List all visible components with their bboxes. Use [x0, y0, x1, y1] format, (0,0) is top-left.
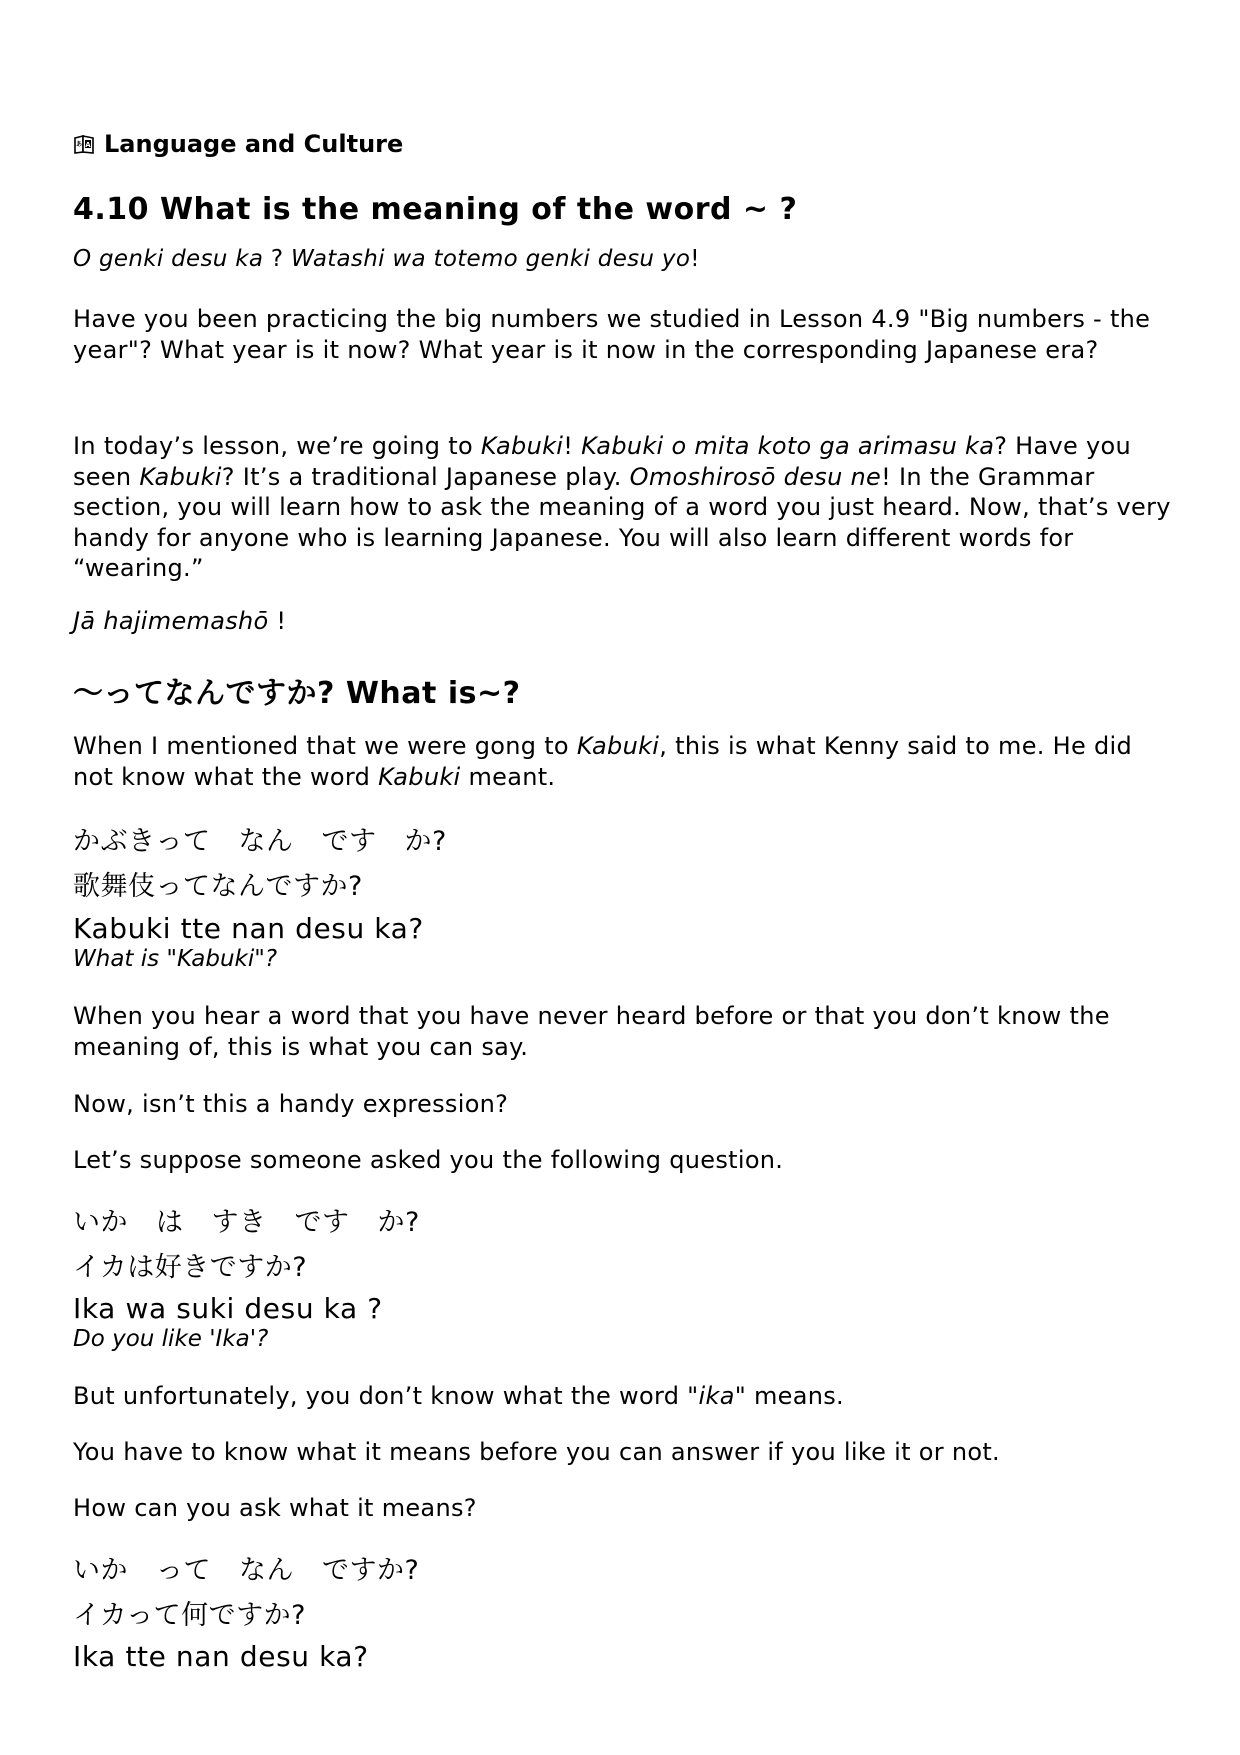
- section-label: Language and Culture: [104, 130, 404, 158]
- greeting: O genki desu ka ? Watashi wa totemo genki desu yo!: [73, 246, 700, 272]
- intro-paragraph-2: In today’s lesson, we’re going to Kabuki! Kabuki o mita koto ga arimasu ka? Have you seen Kabuki? It’s a traditional Japanese play. Omoshirosō desu ne! In the Grammar section, you will learn how to ask the meaning of a word you just heard. Now, that’s very handy for anyone who is learning Japanese. You will also learn different words for “wearing.”: [73, 432, 1171, 582]
- handy-expression: Now, isn’t this a handy expression?: [73, 1090, 509, 1118]
- example2-kanji: イカは好きですか?: [73, 1252, 308, 1283]
- example2-translation: Do you like 'Ika'?: [73, 1326, 269, 1352]
- kenny-paragraph: When I mentioned that we were gong to Kabuki, this is what Kenny said to me. He did not know what the word Kabuki meant.: [73, 732, 1133, 791]
- example1-kanji: 歌舞伎ってなんですか?: [73, 871, 363, 902]
- section-title-what-is: 〜ってなんですか? What is~?: [73, 676, 521, 711]
- example3-kana: いか って なん ですか?: [73, 1555, 420, 1586]
- svg-text:あ: あ: [75, 141, 83, 148]
- lets-start: Jā hajimemashō !: [73, 607, 287, 635]
- example2-kana: いか は すき です か?: [73, 1207, 420, 1238]
- example3-kanji: イカって何ですか?: [73, 1600, 306, 1631]
- suppose-paragraph: Let’s suppose someone asked you the following question.: [73, 1146, 784, 1174]
- unfortunately-paragraph: But unfortunately, you don’t know what the word "ika" means.: [73, 1382, 844, 1410]
- lesson-title: 4.10 What is the meaning of the word ~ ?: [73, 192, 798, 227]
- section-header: [73, 130, 403, 158]
- know-meaning-paragraph: You have to know what it means before you can answer if you like it or not.: [73, 1438, 1000, 1466]
- example1-romaji: Kabuki tte nan desu ka?: [73, 912, 424, 945]
- hear-word-paragraph: When you hear a word that you have never heard before or that you don’t know the meaning of, this is what you can say.: [73, 1002, 1110, 1061]
- svg-text:A: A: [85, 141, 91, 149]
- book-icon: [73, 133, 95, 155]
- example3-romaji: Ika tte nan desu ka?: [73, 1640, 369, 1673]
- example1-translation: What is "Kabuki"?: [73, 946, 278, 972]
- example1-kana: かぶきって なん です か?: [73, 826, 447, 857]
- how-ask-paragraph: How can you ask what it means?: [73, 1494, 477, 1522]
- intro-paragraph-1: Have you been practicing the big numbers we studied in Lesson 4.9 "Big numbers - the year"? What year is it now? What year is it now in the corresponding Japanese era?: [73, 305, 1151, 364]
- example2-romaji: Ika wa suki desu ka ?: [73, 1292, 383, 1325]
